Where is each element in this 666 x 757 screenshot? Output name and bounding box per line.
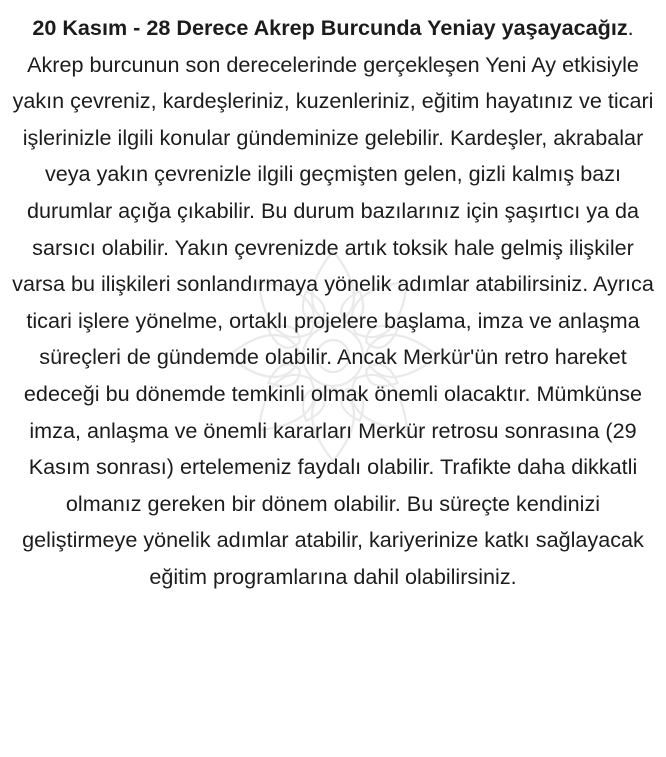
headline: 20 Kasım - 28 Derece Akrep Burcunda Yeniay yaşayacağız	[32, 15, 628, 40]
horoscope-paragraph	[8, 10, 658, 596]
body-text: . Akrep burcunun son derecelerinde gerçekleşen Yeni Ay etkisiyle yakın çevreniz, kardeşleriniz, kuzenleriniz, eğitim hayatınız ve ticari işlerinizle ilgili konular gündeminize gelebilir. Kardeşler, akrabalar veya yakın çevrenizle ilgili geçmişten gelen, gizli kalmış bazı durumlar açığa çıkabilir. Bu durum bazılarınız için şaşırtıcı ya da sarsıcı olabilir. Yakın çevrenizde artık toksik hale gelmiş ilişkiler varsa bu ilişkileri sonlandırmaya yönelik adımlar atabilirsiniz. Ayrıca ticari işlere yönelme, ortaklı projelere başlama, imza ve anlaşma süreçleri de gündemde olabilir. Ancak Merkür'ün retro hareket edeceği bu dönemde temkinli olmak önemli olacaktır. Mümkünse imza, anlaşma ve önemli kararları Merkür retrosu sonrasına (29 Kasım sonrası) ertelemeniz faydalı olabilir. Trafikte daha dikkatli olmanız gereken bir dönem olabilir. Bu süreçte kendinizi geliştirmeye yönelik adımlar atabilir, kariyerinize katkı sağlayacak eğitim programlarına dahil olabilirsiniz.	[12, 15, 654, 589]
